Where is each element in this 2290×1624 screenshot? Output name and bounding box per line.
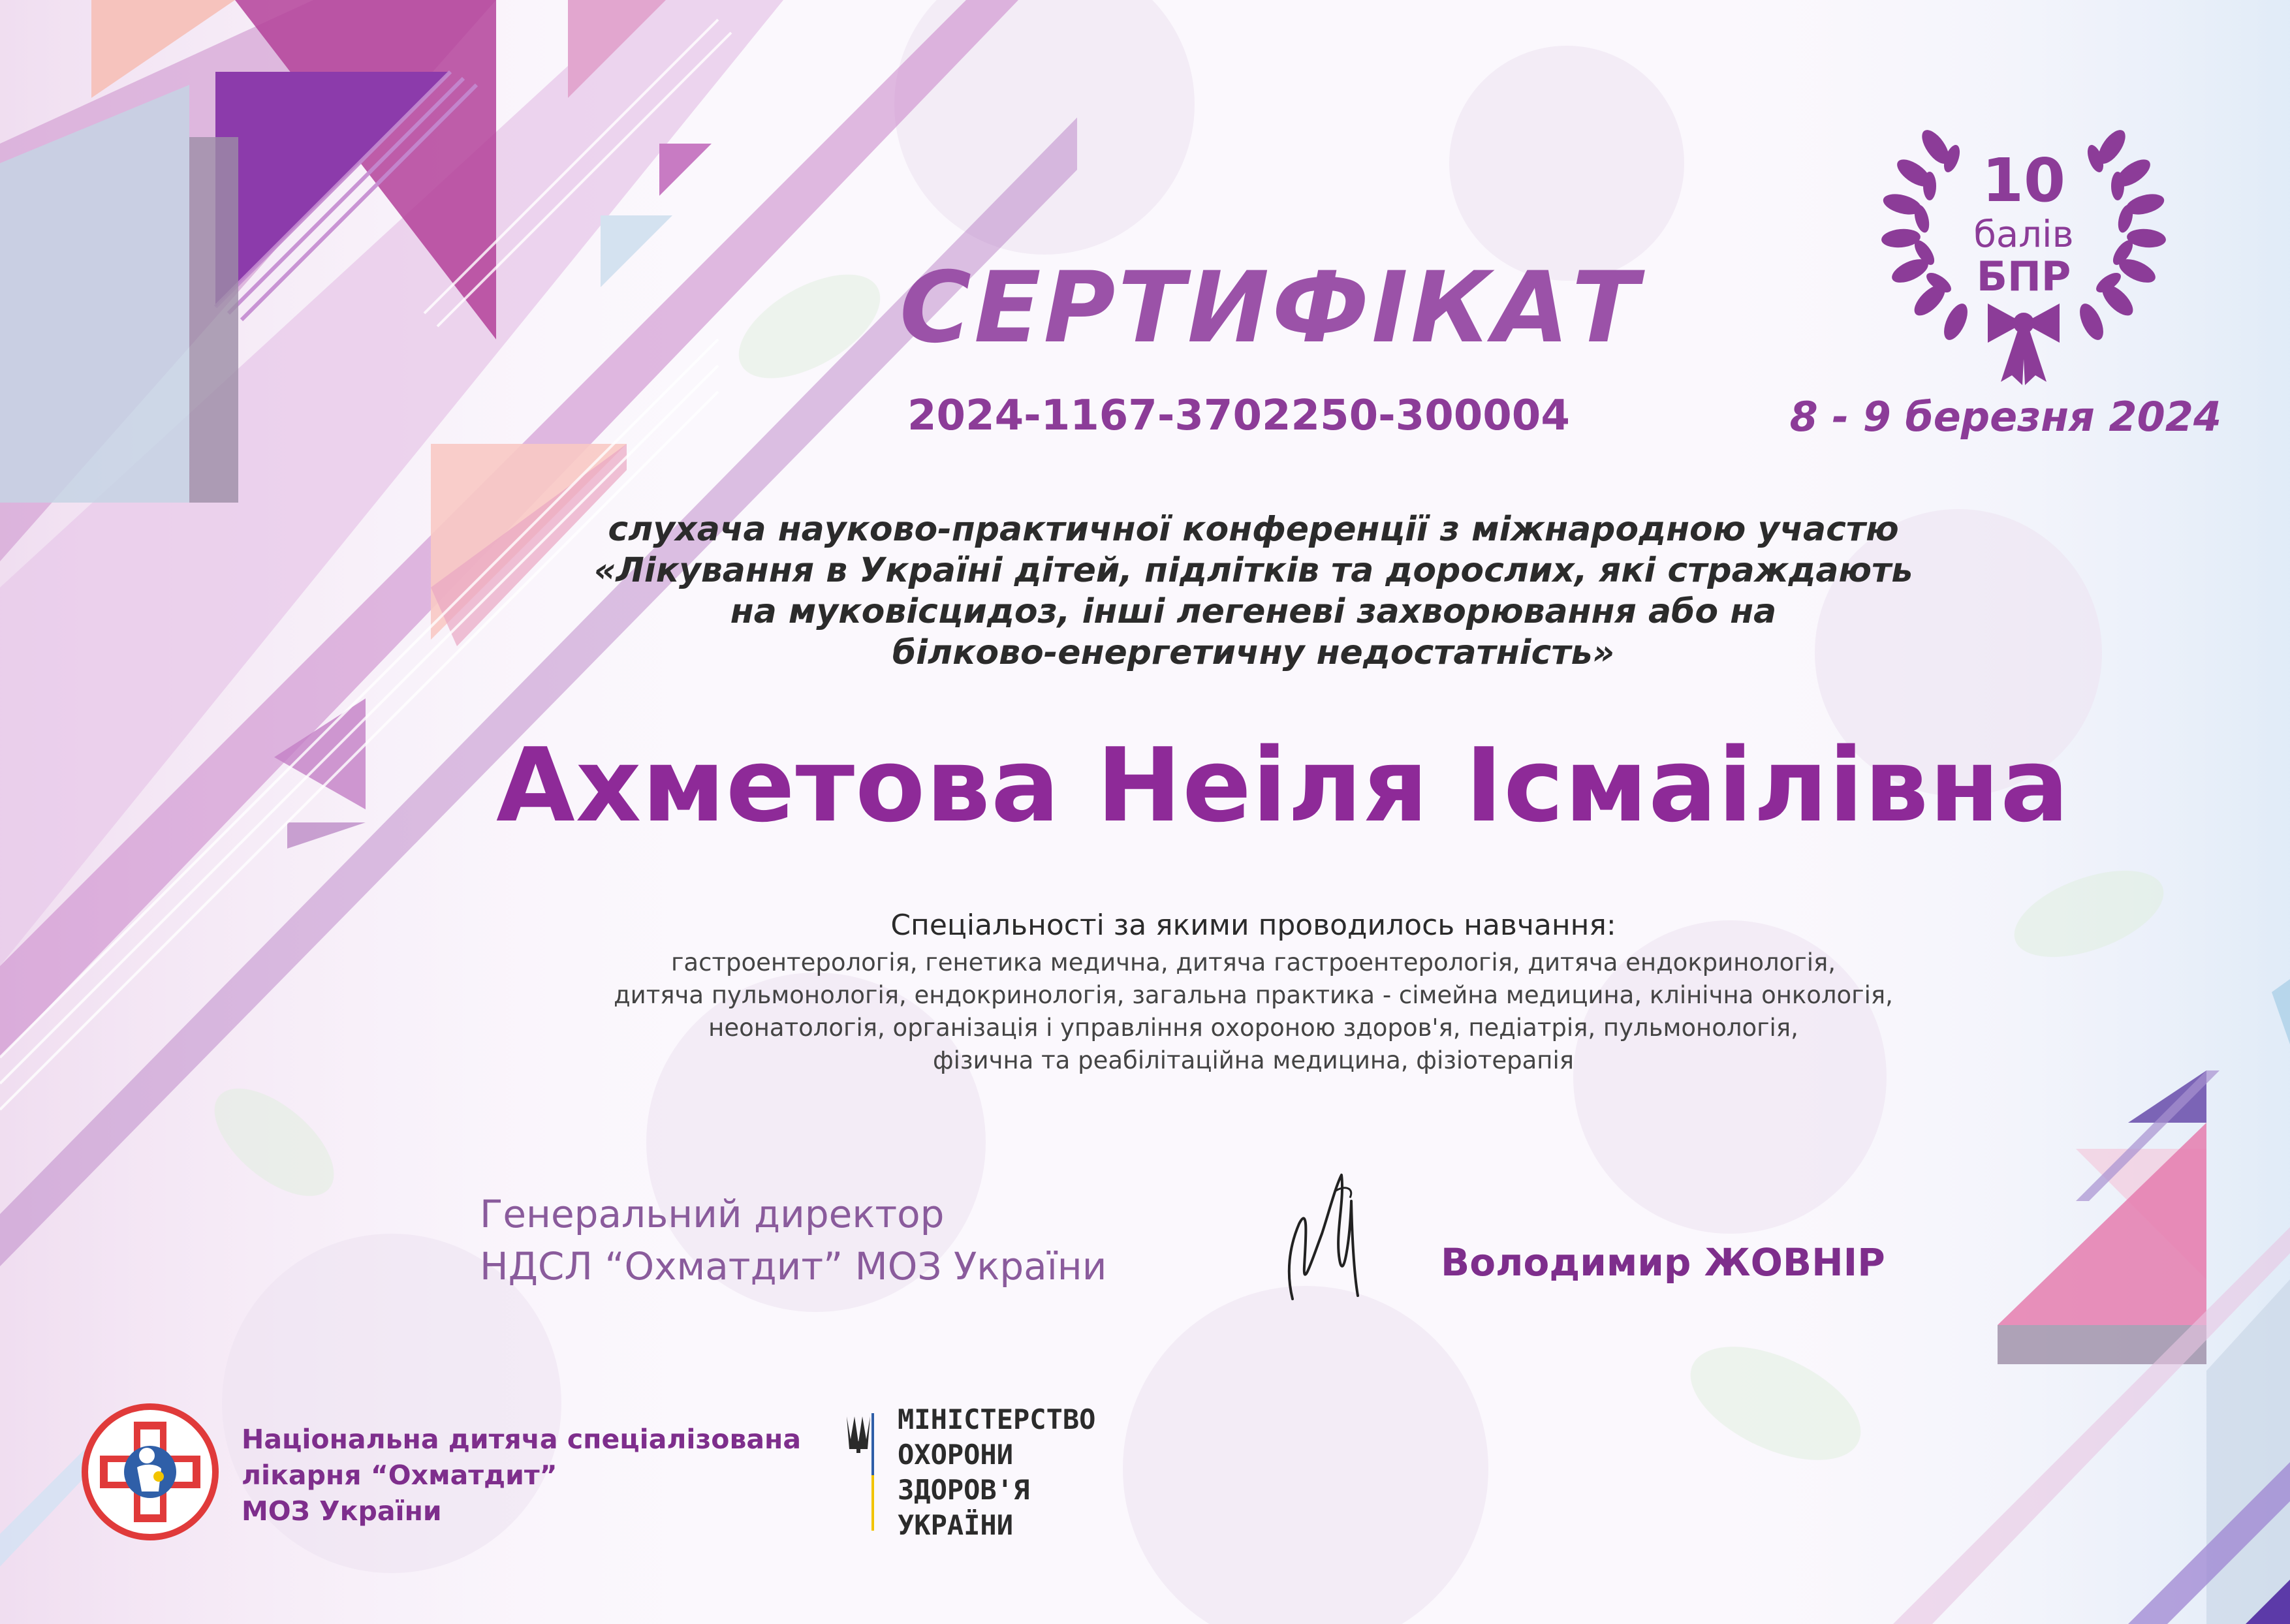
hospital-name-line: лікарня “Охматдит”: [242, 1460, 557, 1491]
hospital-name-line: МОЗ України: [242, 1495, 442, 1527]
ministry-name-line: ОХОРОНИ: [898, 1439, 1014, 1471]
points-badge: [1874, 108, 2174, 388]
ministry-name-line: МІНІСТЕРСТВО: [898, 1403, 1096, 1435]
badge-unit: балів: [1973, 213, 2074, 256]
certificate-date: 8 - 9 березня 2024: [1789, 393, 2221, 441]
specialties-line: дитяча пульмонологія, ендокринологія, загальна практика - сімейна медицина, клінічна онкологія,: [614, 981, 1893, 1009]
badge-points: 10: [1981, 146, 2066, 215]
recipient-name: Ахметова Неіля Ісмаілівна: [496, 726, 2070, 845]
position-line: Генеральний директор: [480, 1192, 945, 1236]
ministry-name-line: УКРАЇНИ: [898, 1509, 1014, 1541]
specialties-line: фізична та реабілітаційна медицина, фізіотерапія: [932, 1046, 1575, 1074]
ministry-name-line: ЗДОРОВ'Я: [898, 1474, 1030, 1506]
signatory-name: Володимир ЖОВНІР: [1441, 1240, 1885, 1285]
hospital-name-line: Національна дитяча спеціалізована: [242, 1424, 802, 1455]
handwritten-signature: [1273, 1162, 1384, 1312]
hospital-name: [242, 1422, 801, 1529]
conference-description: [496, 509, 2011, 674]
conference-line: білково-енергетичну недостатність»: [892, 633, 1615, 672]
position-line: НДСЛ “Охматдит” МОЗ України: [480, 1244, 1107, 1288]
conference-line: «Лікування в Україні дітей, підлітків та дорослих, які страждають: [593, 551, 1913, 590]
specialties-line: гастроентерологія, генетика медична, дитяча гастроентерологія, дитяча ендокринологія,: [670, 948, 1836, 976]
conference-line: на муковісцидоз, інші легеневі захворювання або на: [730, 592, 1777, 631]
trident-icon: [839, 1403, 878, 1540]
specialties-heading: Спеціальності за якими проводилось навчання:: [890, 909, 1616, 942]
hospital-logo-icon: [82, 1403, 219, 1540]
specialties-line: неонатологія, організація і управління охороною здоров'я, педіатрія, пульмонологія,: [708, 1014, 1798, 1042]
specialties-list: [457, 946, 2050, 1077]
badge-tag: БПР: [1976, 253, 2071, 300]
certificate-title: СЕРТИФІКАТ: [900, 251, 1641, 365]
signatory-position: [480, 1188, 1106, 1292]
conference-line: слухача науково-практичної конференції з міжнародною участю: [608, 510, 1899, 549]
certificate-number: 2024-1167-3702250-300004: [907, 392, 1570, 440]
ministry-name: [898, 1402, 1095, 1543]
